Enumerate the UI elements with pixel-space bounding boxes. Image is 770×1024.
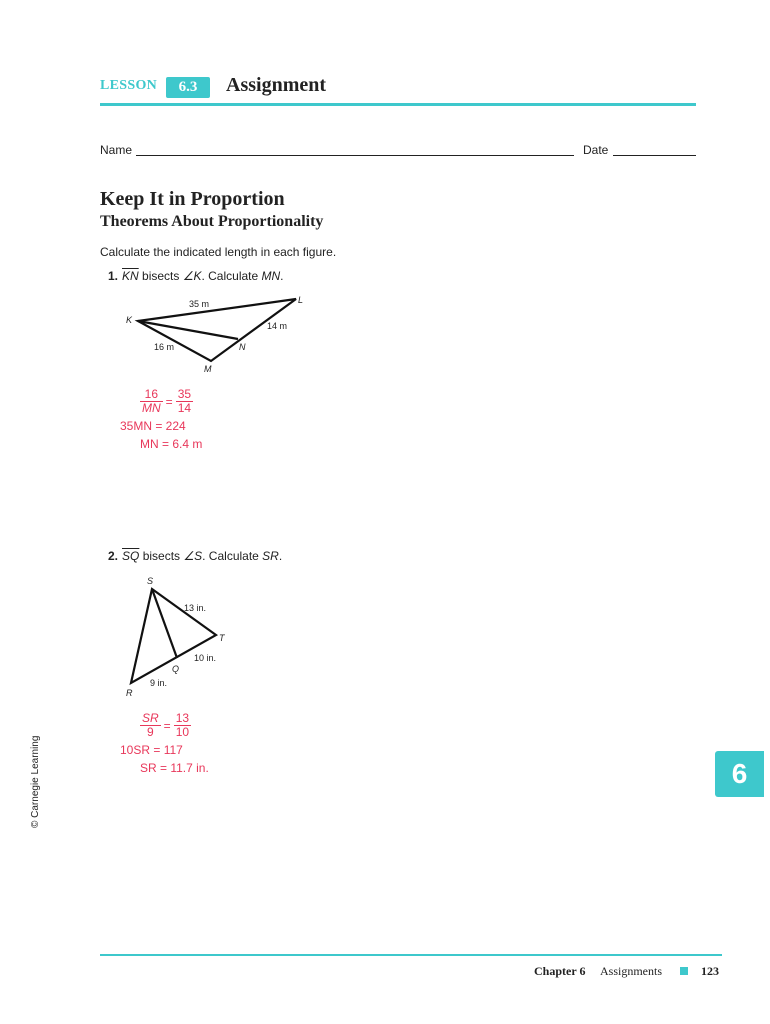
target-label: SR (262, 549, 279, 563)
bisector-sq (152, 589, 177, 658)
answer-result: MN = 6.4 m (140, 437, 203, 451)
statement-text: bisects (139, 549, 184, 563)
vertex-label-l: L (298, 295, 304, 305)
target-label: MN (261, 269, 281, 283)
lesson-label: LESSON (100, 78, 158, 93)
statement-text: bisects (138, 269, 183, 283)
statement-text: . Calculate (201, 269, 262, 283)
name-field[interactable] (136, 155, 574, 156)
lesson-number-badge: 6.3 (166, 77, 210, 98)
length-label-km: 16 m (154, 342, 175, 352)
vertex-label-q: Q (172, 664, 180, 674)
fraction-denominator: 10 (175, 725, 190, 739)
footer-section: Assignments (600, 964, 663, 978)
page-subtitle: Theorems About Proportionality (100, 213, 324, 230)
segment-label: $\overline{SQ}$ (122, 549, 140, 563)
fraction-numerator: SR (142, 711, 159, 725)
fraction-numerator: 16 (140, 388, 163, 402)
chapter-tab: 6 (715, 751, 764, 797)
triangle-figure-1 (120, 292, 320, 382)
name-label: Name (100, 143, 133, 157)
problem-2-answer (120, 712, 209, 775)
segment-label: $\overline{KN}$ (122, 269, 139, 283)
length-label-st: 13 in. (184, 603, 207, 613)
fraction-denominator: 14 (177, 401, 192, 415)
footer-chapter: Chapter 6 (534, 964, 586, 978)
problem-2-number: 2. (108, 549, 119, 563)
fraction-numerator: 13 (175, 711, 190, 725)
vertex-label-k: K (126, 315, 133, 325)
problem-2-statement (108, 549, 282, 563)
problem-1-statement (108, 269, 284, 283)
statement-text: . (280, 269, 284, 283)
footer-divider (100, 954, 722, 956)
equals-sign: = (163, 718, 171, 733)
header-title: Assignment (226, 74, 327, 96)
equals-sign: = (165, 394, 173, 409)
problem-1-answer (120, 388, 202, 451)
fraction-denominator: MN (142, 401, 161, 415)
vertex-label-m: M (204, 364, 212, 374)
angle-label: ∠K (182, 269, 202, 283)
vertex-label-n: N (239, 342, 246, 352)
header-divider (100, 103, 696, 106)
vertex-label-s: S (147, 576, 154, 586)
triangle-figure-2 (120, 572, 250, 702)
length-label-kl: 35 m (189, 299, 210, 309)
answer-result: SR = 11.7 in. (140, 761, 209, 775)
answer-step: 10SR = 117 (120, 743, 183, 757)
date-field[interactable] (613, 155, 696, 156)
answer-step: 35MN = 224 (120, 419, 186, 433)
footer-square-icon (680, 967, 688, 975)
proportion (120, 712, 209, 739)
proportion (120, 388, 202, 415)
angle-label: ∠S (183, 549, 203, 563)
length-label-qt: 10 in. (194, 653, 217, 663)
length-label-ln: 14 m (267, 321, 288, 331)
length-label-rq: 9 in. (150, 678, 168, 688)
date-label: Date (583, 143, 609, 157)
vertex-label-r: R (126, 688, 133, 698)
statement-text: . (278, 549, 283, 563)
statement-text: . Calculate (202, 549, 263, 563)
fraction-numerator: 35 (177, 387, 192, 401)
instructions: Calculate the indicated length in each figure. (100, 245, 337, 259)
vertex-label-t: T (219, 633, 225, 643)
page-title: Keep It in Proportion (100, 188, 285, 210)
copyright-notice: © Carnegie Learning (30, 735, 41, 828)
page-number: 123 (701, 964, 719, 978)
problem-1-number: 1. (108, 269, 119, 283)
fraction-denominator: 9 (146, 725, 154, 739)
